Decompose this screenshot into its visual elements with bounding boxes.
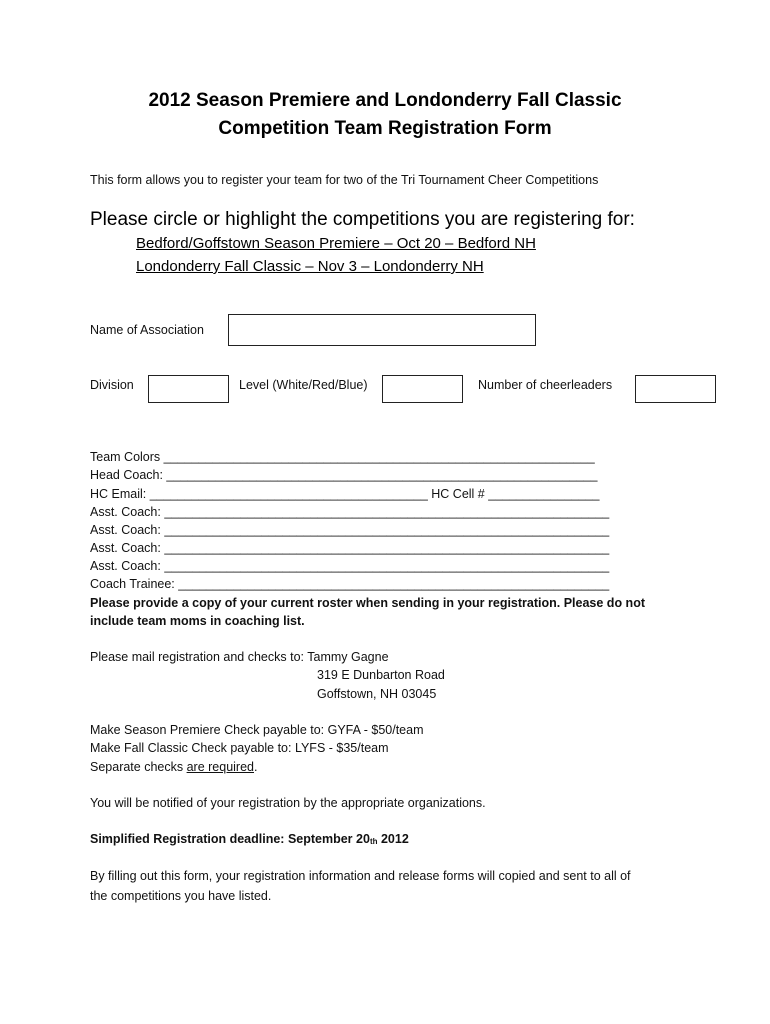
- competition-bedford[interactable]: Bedford/Goffstown Season Premiere – Oct 20 – Bedford NH: [136, 235, 536, 252]
- separate-suffix: .: [254, 760, 258, 774]
- deadline-sup: th: [369, 837, 378, 846]
- coach-trainee-line[interactable]: Coach Trainee: ______________________________________________________________: [90, 577, 610, 591]
- form-title: [0, 87, 770, 143]
- mail-address-line-1: 319 E Dunbarton Road: [317, 668, 445, 682]
- asst-coach-line-3[interactable]: Asst. Coach: ________________________________________________________________: [90, 541, 610, 555]
- roster-note-line-2: include team moms in coaching list.: [90, 614, 305, 628]
- release-line-1: By filling out this form, your registration information and release forms will copied and sent to all of: [90, 869, 631, 883]
- division-field[interactable]: [148, 375, 229, 403]
- association-field[interactable]: [228, 314, 536, 346]
- separate-checks-text: [90, 758, 257, 776]
- asst-coach-line-4[interactable]: Asst. Coach: ________________________________________________________________: [90, 559, 610, 573]
- team-colors-line[interactable]: Team Colors ______________________________________________________________: [90, 450, 595, 464]
- division-label: Division: [90, 378, 134, 392]
- release-line-2: the competitions you have listed.: [90, 889, 272, 903]
- asst-coach-line-2[interactable]: Asst. Coach: ________________________________________________________________: [90, 523, 610, 537]
- cheerleaders-label: Number of cheerleaders: [478, 378, 613, 392]
- separate-prefix: Separate checks: [90, 760, 187, 774]
- cheerleaders-field[interactable]: [635, 375, 716, 403]
- level-label: Level (White/Red/Blue): [239, 378, 368, 392]
- title-line-1: 2012 Season Premiere and Londonderry Fall Classic: [148, 90, 622, 111]
- title-line-2: Competition Team Registration Form: [218, 118, 552, 139]
- deadline-text: [90, 830, 409, 851]
- competition-londonderry[interactable]: Londonderry Fall Classic – Nov 3 – Londonderry NH: [136, 258, 484, 275]
- mail-label: Please mail registration and checks to: Tammy Gagne: [90, 650, 389, 664]
- level-field[interactable]: [382, 375, 463, 403]
- roster-note-line-1: Please provide a copy of your current roster when sending in your registration. Please do not: [90, 596, 645, 610]
- hc-email-line[interactable]: HC Email: ________________________________________ HC Cell # ________________: [90, 487, 600, 501]
- deadline-suffix: 2012: [377, 832, 409, 846]
- association-label: Name of Association: [90, 323, 204, 337]
- head-coach-line[interactable]: Head Coach: ______________________________________________________________: [90, 468, 598, 482]
- circle-heading: Please circle or highlight the competitions you are registering for:: [90, 209, 635, 230]
- intro-text: This form allows you to register your team for two of the Tri Tournament Cheer Competitions: [90, 173, 599, 187]
- fall-check-text: Make Fall Classic Check payable to: LYFS - $35/team: [90, 741, 389, 755]
- notify-text: You will be notified of your registration by the appropriate organizations.: [90, 796, 486, 810]
- premiere-check-text: Make Season Premiere Check payable to: GYFA - $50/team: [90, 723, 424, 737]
- deadline-prefix: Simplified Registration deadline: September 20: [90, 832, 370, 846]
- separate-underlined: are required: [186, 760, 254, 774]
- asst-coach-line-1[interactable]: Asst. Coach: ________________________________________________________________: [90, 505, 610, 519]
- mail-address-line-2: Goffstown, NH 03045: [317, 687, 437, 701]
